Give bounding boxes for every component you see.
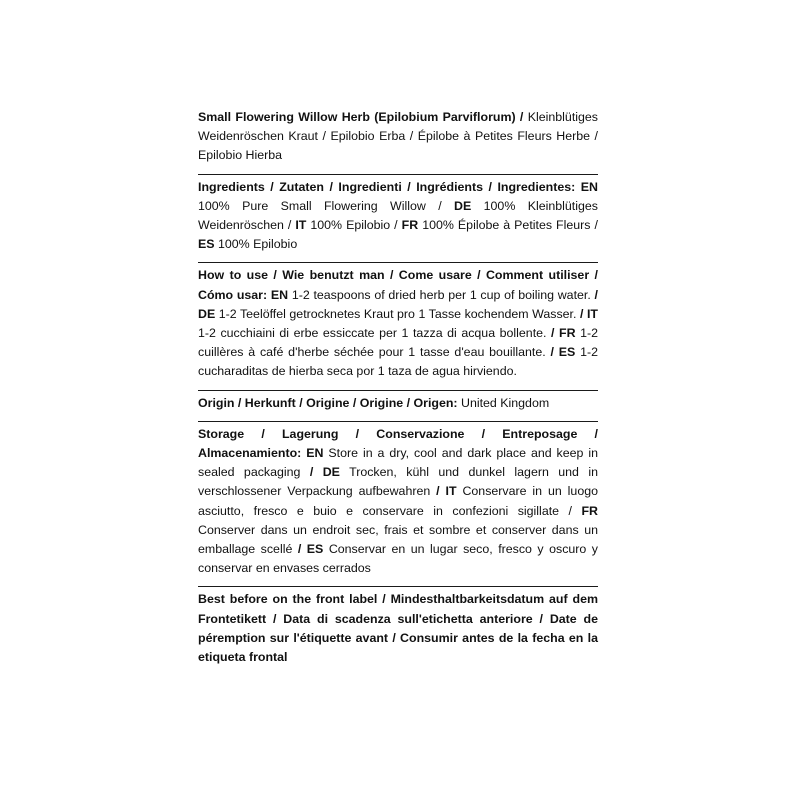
ingredients-fr: 100% Épilobe à Petites Fleurs /	[422, 218, 598, 233]
ingredients-en: 100% Pure Small Flowering Willow /	[198, 198, 442, 213]
how-to-use-de: 1-2 Teelöffel getrocknetes Kraut pro 1 Tasse kochendem Wasser.	[218, 306, 577, 321]
lang-code-de: DE	[454, 198, 472, 213]
product-label	[198, 108, 598, 675]
lang-code-es: ES	[198, 237, 215, 252]
lang-code-es: / ES	[297, 542, 324, 557]
origin-value: United Kingdom	[461, 395, 550, 410]
storage-de: Trocken, kühl und dunkel lagern und in verschlossener Verpackung aufbewahren	[198, 465, 598, 499]
lang-code-it: / IT	[579, 306, 598, 321]
best-before-text: Best before on the front label / Mindesthaltbarkeitsdatum auf dem Frontetikett / Data di scadenza sull'etichetta anteriore / Date de péremption sur l'étiquette avant / Consumir antes de la fecha en la etiqueta frontal	[198, 592, 598, 665]
ingredients-it: 100% Epilobio /	[310, 218, 398, 233]
lang-code-en: EN	[306, 446, 324, 461]
storage-section	[198, 422, 598, 587]
lang-code-en: EN	[270, 287, 289, 302]
ingredients-heading: Ingredients / Zutaten / Ingredienti / Ingrédients / Ingredientes:	[198, 179, 576, 194]
lang-code-en: EN	[580, 179, 598, 194]
product-translations: Kleinblütiges Weidenröschen Kraut / Epilobio Erba / Épilobe à Petites Fleurs Herbe / Epilobio Hierba	[198, 110, 598, 163]
lang-code-it: IT	[295, 218, 307, 233]
lang-code-de: / DE	[198, 287, 598, 321]
origin-heading: Origin / Herkunft / Origine / Origine / Origen:	[198, 395, 458, 410]
ingredients-de: 100% Kleinblütiges Weidenröschen /	[198, 198, 598, 233]
product-name: Small Flowering Willow Herb (Epilobium Parviflorum) /	[198, 110, 524, 124]
how-to-use-es: 1-2 cucharaditas de hierba seca por 1 taza de agua hirviendo.	[198, 345, 598, 379]
lang-code-fr: FR	[401, 218, 419, 233]
storage-heading: Storage / Lagerung / Conservazione / Entreposage / Almacenamiento:	[198, 426, 598, 461]
storage-es: Conservar en un lugar seco, fresco y oscuro y conservar en envases cerrados	[198, 542, 598, 576]
best-before-section	[198, 587, 598, 675]
how-to-use-it: 1-2 cucchiaini di erbe essiccate per 1 tazza di acqua bollente.	[198, 326, 547, 341]
origin-section	[198, 391, 598, 421]
lang-code-it: / IT	[436, 484, 457, 499]
how-to-use-heading: How to use / Wie benutzt man / Come usare / Comment utiliser / Cómo usar:	[198, 268, 598, 302]
storage-en: Store in a dry, cool and dark place and keep in sealed packaging	[198, 446, 599, 480]
ingredients-section	[198, 175, 598, 263]
lang-code-fr: / FR	[551, 326, 576, 341]
lang-code-de: / DE	[309, 465, 340, 480]
how-to-use-section	[198, 263, 598, 389]
lang-code-fr: FR	[581, 503, 598, 518]
lang-code-es: / ES	[550, 345, 576, 360]
storage-it: Conservare in un luogo asciutto, fresco e buio e conservare in confezioni sigillate /	[198, 484, 598, 518]
how-to-use-fr: 1-2 cuillères à café d'herbe séchée pour 1 tasse d'eau bouillante.	[198, 326, 598, 360]
storage-fr: Conserver dans un endroit sec, frais et sombre et conserver dans un emballage scellé	[198, 522, 598, 557]
how-to-use-en: 1-2 teaspoons of dried herb per 1 cup of boiling water.	[291, 287, 591, 302]
ingredients-es: 100% Epilobio	[217, 237, 298, 252]
product-name-section	[198, 108, 598, 174]
